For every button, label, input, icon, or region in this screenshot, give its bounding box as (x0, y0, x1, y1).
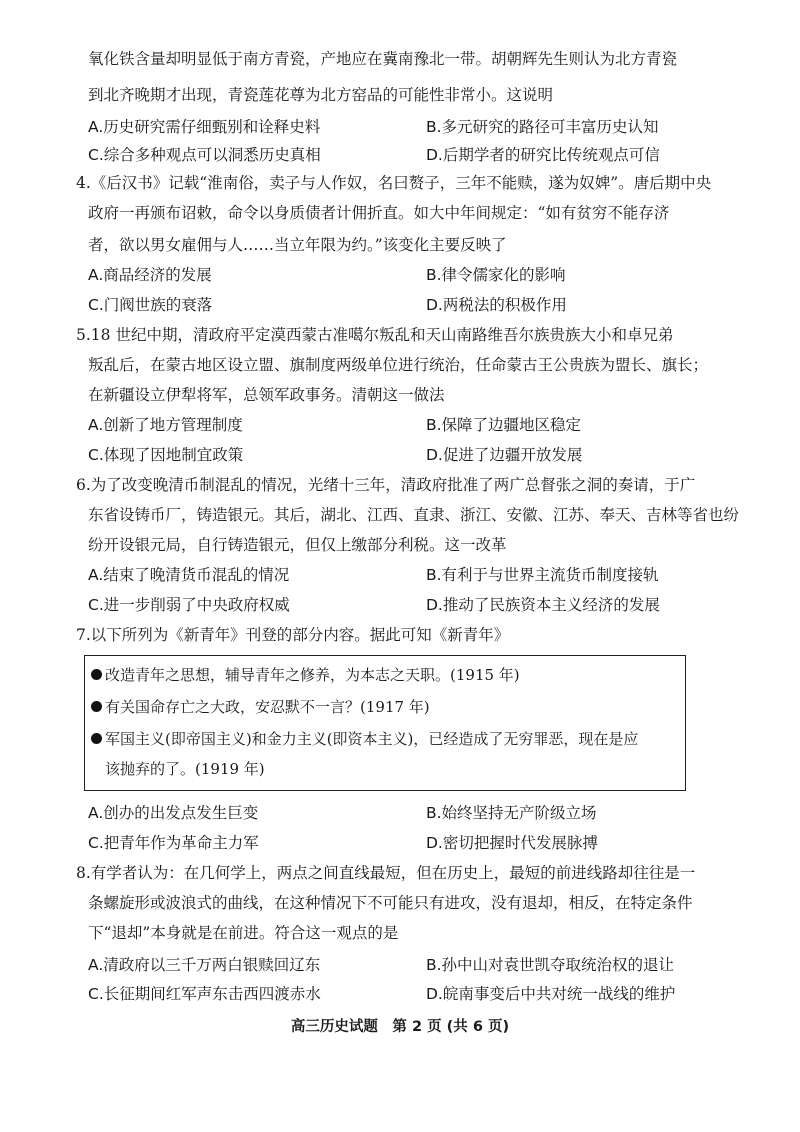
q7-line-1: 7.以下所列为《新青年》刊登的部分内容。据此可知《新青年》 (76, 626, 510, 644)
q4-line-1: 4.《后汉书》记载“淮南俗，卖子与人作奴，名曰赘子，三年不能赎，遂为奴婢”。唐后期中央 (76, 174, 712, 192)
q8-line-3: 下“退却”本身就是在前进。符合这一观点的是 (88, 924, 399, 942)
q5-line-2: 叛乱后，在蒙古地区设立盟、旗制度两级单位进行统治，任命蒙古王公贵族为盟长、旗长； (88, 356, 709, 374)
q7-quote-3: 军国主义(即帝国主义)和金力主义(即资本主义)，已经造成了无穷罪恶，现在是应 (91, 732, 638, 747)
q8-option-a: A.清政府以三千万两白银赎回辽东 (88, 956, 321, 974)
q5-option-a: A.创新了地方管理制度 (88, 416, 243, 434)
q8-line-1: 8.有学者认为：在几何学上，两点之间直线最短，但在历史上，最短的前进线路却往往是一 (76, 864, 696, 882)
q6-option-a: A.结束了晚清货币混乱的情况 (88, 566, 290, 584)
bullet-icon (91, 669, 102, 680)
q7-option-d: D.密切把握时代发展脉搏 (426, 834, 598, 852)
q8-option-d: D.皖南事变后中共对统一战线的维护 (426, 985, 676, 1003)
q7-option-a: A.创办的出发点发生巨变 (88, 804, 259, 822)
intro-line-2: 到北齐晚期才出现，青瓷莲花尊为北方窑品的可能性非常小。这说明 (88, 86, 554, 104)
q3-option-d: D.后期学者的研究比传统观点可信 (426, 146, 660, 164)
q7-quote-1: 改造青年之思想，辅导青年之修养，为本志之天职。(1915 年) (91, 668, 520, 683)
q6-option-b: B.有利于与世界主流货币制度接轨 (426, 566, 659, 584)
q5-line-1: 5.18 世纪中期，清政府平定漠西蒙古准噶尔叛乱和天山南路维吾尔族贵族大小和卓兄弟 (76, 326, 674, 344)
q6-line-1: 6.为了改变晚清币制混乱的情况，光绪十三年，清政府批准了两广总督张之洞的奏请，于广 (76, 476, 696, 494)
q6-line-3: 纷开设银元局，自行铸造银元，但仅上缴部分利税。这一改革 (88, 536, 507, 554)
q5-option-b: B.保障了边疆地区稳定 (426, 416, 582, 434)
q3-option-a: A.历史研究需仔细甄别和诠释史料 (88, 118, 321, 136)
q7-quote-3-cont: 该抛弃的了。(1919 年) (105, 760, 265, 778)
q8-option-c: C.长征期间红军声东击西四渡赤水 (88, 985, 321, 1003)
q4-option-d: D.两税法的积极作用 (426, 296, 567, 314)
bullet-icon (91, 733, 102, 744)
q4-option-b: B.律令儒家化的影响 (426, 266, 566, 284)
q6-option-d: D.推动了民族资本主义经济的发展 (426, 596, 660, 614)
bullet-icon (91, 701, 102, 712)
q4-option-a: A.商品经济的发展 (88, 266, 212, 284)
q7-quote-2: 有关国命存亡之大政，安忍默不一言？(1917 年) (91, 700, 430, 715)
q7-quote-box (84, 655, 686, 791)
q5-option-d: D.促进了边疆开放发展 (426, 446, 583, 464)
q5-option-c: C.体现了因地制宜政策 (88, 446, 244, 464)
q8-line-2: 条螺旋形或波浪式的曲线，在这种情况下不可能只有进攻，没有退却，相反，在特定条件 (88, 894, 693, 912)
q4-line-2: 政府一再颁布诏敕，命令以身质债者计佣折直。如大中年间规定：“如有贫穷不能存济 (88, 204, 670, 222)
q7-option-c: C.把青年作为革命主力军 (88, 834, 259, 852)
q5-line-3: 在新疆设立伊犁将军，总领军政事务。清朝这一做法 (88, 386, 445, 404)
intro-line-1: 氧化铁含量却明显低于南方青瓷，产地应在冀南豫北一带。胡朝辉先生则认为北方青瓷 (88, 50, 678, 68)
q4-line-3: 者，欲以男女雇佣与人……当立年限为约。”该变化主要反映了 (88, 236, 507, 254)
q6-option-c: C.进一步削弱了中央政府权威 (88, 596, 290, 614)
q3-option-b: B.多元研究的路径可丰富历史认知 (426, 118, 659, 136)
q4-option-c: C.门阀世族的衰落 (88, 296, 213, 314)
q3-option-c: C.综合多种观点可以洞悉历史真相 (88, 146, 321, 164)
q8-option-b: B.孙中山对袁世凯夺取统治权的退让 (426, 956, 675, 974)
q7-option-b: B.始终坚持无产阶级立场 (426, 804, 597, 822)
q6-line-2: 东省设铸币厂，铸造银元。其后，湖北、江西、直隶、浙江、安徽、江苏、奉天、吉林等省也纷 (88, 506, 740, 524)
page-footer: 高三历史试题 第 2 页 (共 6 页) (290, 1019, 510, 1035)
